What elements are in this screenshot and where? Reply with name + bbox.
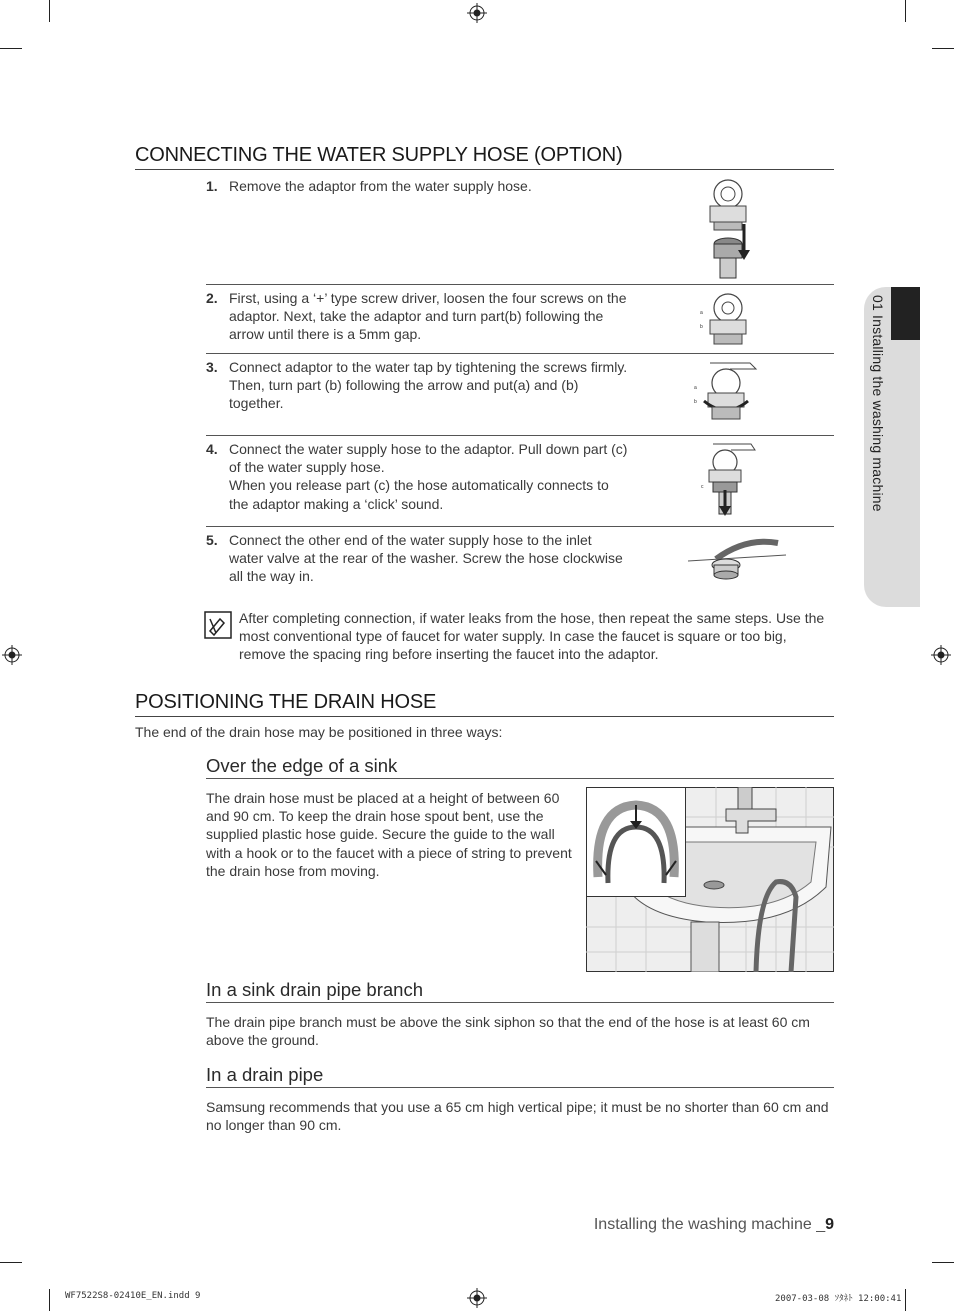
crop-mark: [49, 1289, 50, 1311]
divider: [206, 526, 834, 527]
crop-mark: [0, 48, 22, 49]
step-3: [206, 358, 630, 434]
inlet-valve-illustration: [686, 535, 790, 587]
subsection-title-sink-edge: Over the edge of a sink: [206, 755, 834, 779]
note-text: After completing connection, if water leaks from the hose, then repeat the same steps. Use the most conventional type of faucet for water supply. In case the faucet is square or too big, remove the spacing ring before inserting the faucet into the adaptor.: [239, 610, 825, 663]
label-a: a: [694, 385, 697, 391]
step-text: Connect the other end of the water supply hose to the inlet water valve at the rear of the washer. Screw the hose clockwise all the way in.: [229, 532, 623, 585]
step-5: [206, 531, 630, 595]
registration-mark-icon: [467, 1288, 487, 1308]
crop-mark: [905, 1289, 906, 1311]
sink-drain-illustration: [586, 787, 834, 972]
drain-pipe-branch-text: The drain pipe branch must be above the sink siphon so that the end of the hose is at least 60 cm above the ground.: [206, 1014, 810, 1049]
section-title-drain-hose: POSITIONING THE DRAIN HOSE: [135, 690, 834, 717]
divider: [206, 284, 834, 285]
registration-mark-icon: [931, 645, 951, 665]
step-text: Connect the water supply hose to the adaptor. Pull down part (c) of the water supply hose. When you release part (c) the hose automatically connects to the adaptor making a ‘click’ sound.: [229, 441, 628, 512]
drain-intro-text: The end of the drain hose may be positioned in three ways:: [135, 724, 503, 740]
crop-mark: [932, 48, 954, 49]
step-text: Connect adaptor to the water tap by tightening the screws firmly. Then, turn part (b) following the arrow and put(a) and (b) together.: [229, 359, 628, 412]
label-b: b: [694, 399, 697, 405]
crop-mark: [0, 1262, 22, 1263]
step-2: [206, 289, 630, 349]
divider: [206, 435, 834, 436]
step-text: First, using a ‘+’ type screw driver, loosen the four screws on the adaptor. Next, take the adaptor and turn part(b) following the arrow until there is a 5mm gap.: [229, 290, 627, 343]
footer-chapter-label: Installing the washing machine _: [593, 1216, 826, 1233]
label-a: a: [700, 310, 703, 316]
drain-pipe-text: Samsung recommends that you use a 65 cm high vertical pipe; it must be no shorter than 60 cm and no longer than 90 cm.: [206, 1099, 829, 1134]
label-b: b: [700, 324, 703, 330]
adaptor-removal-illustration: [700, 172, 760, 280]
adaptor-tap-illustration: [690, 357, 762, 431]
step-4: [206, 440, 630, 524]
sink-edge-text: The drain hose must be placed at a height of between 60 and 90 cm. To keep the drain hose spout bent, use the supplied plastic hose guide. Secure the guide to the wall with a hook or to the faucet with a piece of string to prevent the drain hose from moving.: [206, 790, 572, 879]
crop-mark: [932, 1262, 954, 1263]
hose-connect-illustration: [697, 440, 759, 518]
step-number: 2.: [206, 290, 218, 306]
chapter-side-tab-label: 01 Installing the washing machine: [870, 295, 886, 512]
chapter-side-tab-marker: [891, 287, 920, 340]
step-number: 3.: [206, 359, 218, 375]
page-number: 9: [825, 1216, 834, 1233]
step-text: Remove the adaptor from the water supply hose.: [229, 178, 532, 194]
subsection-title-drain-pipe-branch: In a sink drain pipe branch: [206, 979, 834, 1003]
section-title-water-supply: CONNECTING THE WATER SUPPLY HOSE (OPTION): [135, 143, 834, 170]
note-icon: [204, 611, 232, 639]
step-number: 4.: [206, 441, 218, 457]
slug-file-info: WF7522S8-02410E_EN.indd 9: [65, 1291, 201, 1301]
crop-mark: [905, 0, 906, 22]
registration-mark-icon: [467, 3, 487, 23]
adaptor-screws-illustration: [698, 288, 758, 350]
crop-mark: [49, 0, 50, 22]
page-footer: [594, 1216, 834, 1234]
subsection-title-drain-pipe: In a drain pipe: [206, 1064, 834, 1088]
step-number: 5.: [206, 532, 218, 548]
divider: [206, 353, 834, 354]
slug-date-info: 2007-03-08 ｿﾀﾈﾄ 12:00:41: [775, 1294, 902, 1304]
registration-mark-icon: [2, 645, 22, 665]
step-number: 1.: [206, 178, 218, 194]
step-1: [206, 177, 630, 277]
label-c: c: [701, 484, 704, 490]
